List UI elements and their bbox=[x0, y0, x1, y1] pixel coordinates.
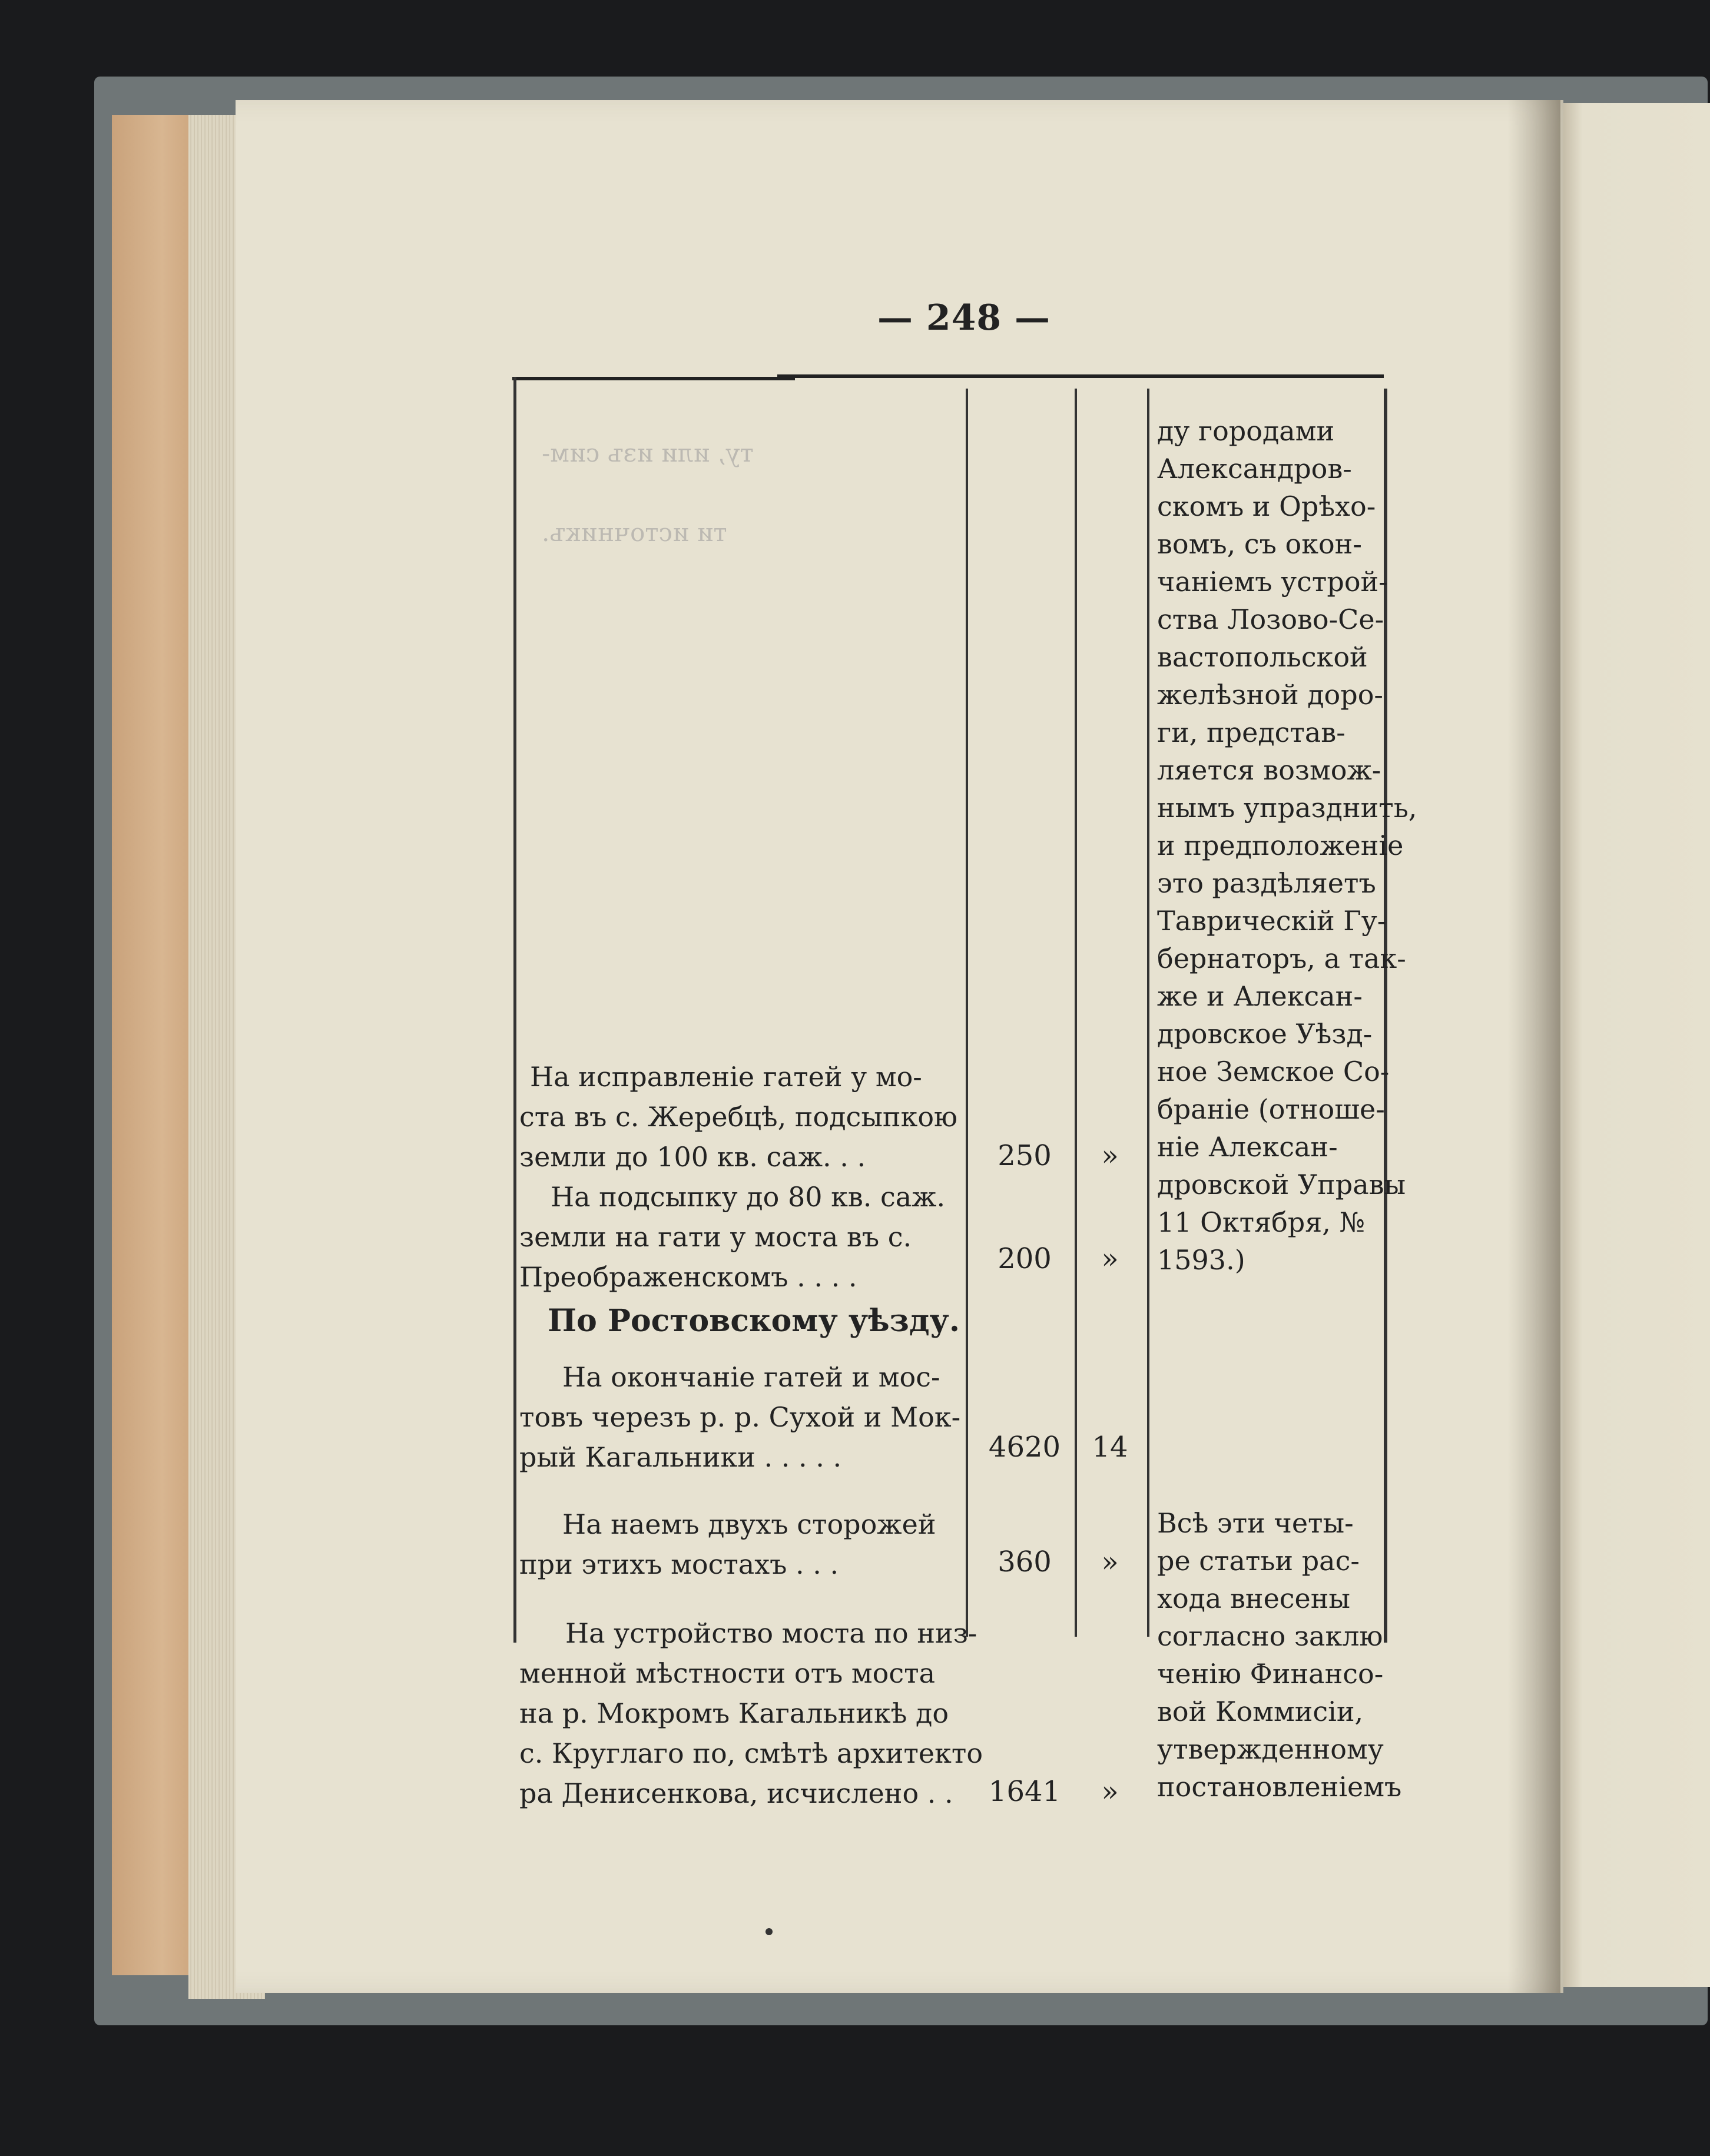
remark-line: браніе (отноше- bbox=[1157, 1093, 1385, 1125]
row-1-line-3: земли до 100 кв. саж. . . bbox=[519, 1141, 866, 1173]
row-2-line-1: На подсыпку до 80 кв. саж. bbox=[551, 1181, 946, 1213]
remark-line: это раздѣляетъ bbox=[1157, 867, 1376, 899]
row-3-line-3: рый Кагальники . . . . . bbox=[519, 1441, 842, 1473]
page-mark bbox=[765, 1928, 773, 1935]
remark-line: дровское Уѣзд- bbox=[1157, 1018, 1373, 1050]
remark-line: чаніемъ устрой- bbox=[1157, 566, 1388, 598]
row-1-amount: 250 bbox=[998, 1139, 1052, 1172]
remark-line: согласно заклю bbox=[1157, 1620, 1383, 1652]
row-5-amount: 1641 bbox=[988, 1775, 1061, 1808]
top-rule-right bbox=[777, 374, 1384, 378]
row-4-line-2: при этихъ мостахъ . . . bbox=[519, 1548, 839, 1580]
row-5-line-2: менной мѣстности отъ моста bbox=[519, 1657, 936, 1689]
remark-line: бернаторъ, а так- bbox=[1157, 943, 1406, 974]
remark-line: ніе Алексан- bbox=[1157, 1131, 1338, 1163]
row-4-kop: » bbox=[1101, 1545, 1119, 1578]
remark-line: ства Лозово-Се- bbox=[1157, 603, 1384, 635]
row-2-line-3: Преображенскомъ . . . . bbox=[519, 1261, 857, 1293]
col-divider-1 bbox=[966, 389, 968, 1637]
spine-shadow bbox=[1507, 100, 1560, 1993]
remark-line: желѣзной доро- bbox=[1157, 679, 1383, 711]
top-rule-left bbox=[512, 377, 795, 380]
row-3-line-2: товъ черезъ р. р. Сухой и Мок- bbox=[519, 1401, 961, 1433]
row-5-line-4: с. Круглаго по, смѣтѣ архитекто bbox=[519, 1737, 983, 1769]
page-number: — 248 — bbox=[877, 297, 1051, 339]
remark-line: Таврическій Гу- bbox=[1157, 905, 1387, 937]
row-4-line-1: На наемъ двухъ сторожей bbox=[562, 1508, 936, 1540]
remark-line: вомъ, съ окон- bbox=[1157, 528, 1362, 560]
remarks-column-top bbox=[1157, 412, 1417, 1279]
row-3-amount: 4620 bbox=[988, 1431, 1061, 1464]
row-1-line-1: На исправленіе гатей у мо- bbox=[530, 1061, 922, 1093]
remark-line: 1593.) bbox=[1157, 1244, 1245, 1276]
ghost-text-1: ту, или изъ сим- bbox=[542, 439, 754, 467]
remark-line: ги, представ- bbox=[1157, 717, 1346, 748]
row-5-line-5: ра Денисенкова, исчислено . . bbox=[519, 1777, 953, 1809]
remark-line: и предположеніе bbox=[1157, 830, 1404, 861]
row-2-amount: 200 bbox=[998, 1242, 1052, 1275]
remark-line: 11 Октября, № bbox=[1157, 1206, 1366, 1238]
remark-line: хода внесены bbox=[1157, 1583, 1351, 1614]
facing-page-edge bbox=[1555, 103, 1710, 1987]
row-4-amount: 360 bbox=[998, 1545, 1052, 1578]
remark-line: Александров- bbox=[1157, 453, 1352, 485]
remark-line: ное Земское Со- bbox=[1157, 1056, 1390, 1087]
remark-line: постановленіемъ bbox=[1157, 1771, 1402, 1803]
row-1-line-2: ста въ с. Жеребцѣ, подсыпкою bbox=[519, 1101, 958, 1133]
remark-line: дровской Управы bbox=[1157, 1169, 1406, 1200]
left-border bbox=[513, 377, 516, 1643]
row-2-line-2: земли на гати у моста въ с. bbox=[519, 1221, 912, 1253]
remark-line: вастопольской bbox=[1157, 641, 1368, 673]
row-5-line-1: На устройство моста по низ- bbox=[565, 1617, 977, 1649]
ghost-text-2: ти источникъ. bbox=[542, 518, 727, 547]
remark-line: же и Алексан- bbox=[1157, 980, 1363, 1012]
row-3-line-1: На окончаніе гатей и мос- bbox=[562, 1361, 940, 1393]
row-3-kop: 14 bbox=[1092, 1431, 1128, 1464]
remark-line: утвержденному bbox=[1157, 1733, 1384, 1765]
remark-line: ченію Финансо- bbox=[1157, 1658, 1384, 1690]
remarks-column-bottom bbox=[1157, 1504, 1402, 1806]
row-2-kop: » bbox=[1101, 1242, 1119, 1275]
remark-line: ре статьи рас- bbox=[1157, 1545, 1360, 1577]
remark-line: нымъ упразднить, bbox=[1157, 792, 1417, 824]
remark-line: Всѣ эти четы- bbox=[1157, 1507, 1354, 1539]
row-5-kop: » bbox=[1101, 1775, 1119, 1808]
row-1-kop: » bbox=[1101, 1139, 1119, 1172]
remark-line: ду городами bbox=[1157, 415, 1335, 447]
remark-line: вой Коммисіи, bbox=[1157, 1696, 1364, 1727]
section-heading: По Ростовскому уѣзду. bbox=[548, 1303, 960, 1339]
remark-line: ляется возмож- bbox=[1157, 754, 1381, 786]
remark-line: скомъ и Орѣхо- bbox=[1157, 490, 1376, 522]
row-5-line-3: на р. Мокромъ Кагальникѣ до bbox=[519, 1697, 949, 1729]
